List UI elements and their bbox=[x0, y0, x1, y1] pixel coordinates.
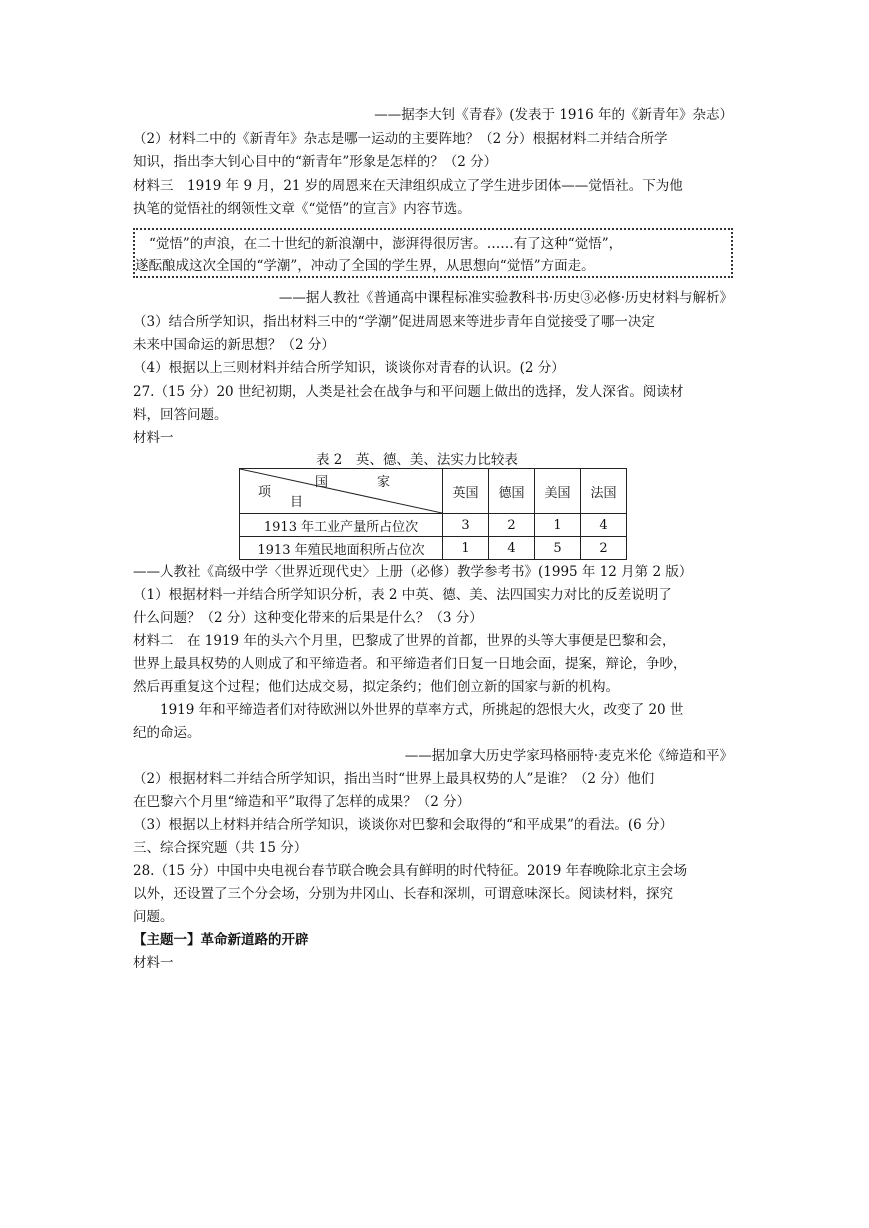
table-row bbox=[240, 514, 627, 537]
corner-row-header-1: 项 bbox=[258, 485, 272, 500]
corner-column-header: 国 家 bbox=[314, 475, 408, 490]
part-1-line-1: （1）根据材料一并结合所学知识分析，表 2 中英、德、美、法四国实力对比的反差说明了 bbox=[133, 587, 672, 603]
quote-box bbox=[133, 228, 733, 278]
question-3-line-1: （3）结合所学知识，指出材料三中的“学潮”促进周恩来等进步青年自觉接受了哪一决定 bbox=[133, 314, 655, 330]
column-header-france: 法国 bbox=[581, 469, 627, 514]
column-header-britain: 英国 bbox=[443, 469, 489, 514]
material-3-line-2: 执笔的觉悟社的纲领性文章《“觉悟”的宣言》内容节选。 bbox=[133, 201, 471, 217]
material-2-line-5: 纪的命运。 bbox=[133, 725, 201, 741]
table-cell: 2 bbox=[489, 514, 535, 537]
material-3-line-1: 材料三 1919 年 9 月，21 岁的周恩来在天津组织成立了学生进步团体——觉悟社。下为他 bbox=[133, 178, 683, 194]
table-title: 表 2 英、德、美、法实力比较表 bbox=[316, 452, 518, 468]
part-2-line-2: 在巴黎六个月里“缔造和平”取得了怎样的成果？（2 分） bbox=[133, 794, 471, 810]
question-3-line-2: 未来中国命运的新思想？（2 分） bbox=[133, 337, 335, 353]
question-28-line-2: 以外，还设置了三个分会场，分别为井冈山、长春和深圳，可谓意味深长。阅读材料，探究 bbox=[133, 886, 673, 902]
table-cell: 4 bbox=[489, 537, 535, 560]
source-citation-3: ——据人教社《普通高中课程标准实验教科书·历史③必修·历史材料与解析》 bbox=[278, 290, 733, 306]
source-citation-2: ——据加拿大历史学家玛格丽特·麦克米伦《缔造和平》 bbox=[404, 748, 733, 764]
material-2-line-1: 材料二 在 1919 年的头六个月里，巴黎成了世界的首都，世界的头等大事便是巴黎和会， bbox=[133, 633, 676, 649]
table-source-citation: ——人教社《高级中学〈世界近现代史〉上册（必修）教学参考书》(1995 年 12 月第 2 版） bbox=[133, 564, 693, 580]
material-2-line-4: 1919 年和平缔造者们对待欧洲以外世界的草率方式，所挑起的怨恨大火，改变了 20 世 bbox=[160, 702, 684, 718]
question-28-line-3: 问题。 bbox=[133, 909, 174, 925]
section-3-heading: 三、综合探究题（共 15 分） bbox=[133, 840, 308, 856]
material-1-label: 材料一 bbox=[133, 430, 174, 446]
theme-1-heading: 【主题一】革命新道路的开辟 bbox=[133, 932, 309, 948]
question-27-line-1: 27.（15 分）20 世纪初期，人类是社会在战争与和平问题上做出的选择，发人深省。阅读材 bbox=[133, 384, 684, 400]
quote-line-2: 遂酝酿成这次全国的“学潮”，冲动了全国的学生界，从思想向“觉悟”方面走。 bbox=[135, 258, 595, 274]
part-1-line-2: 什么问题？（2 分）这种变化带来的后果是什么？（3 分） bbox=[133, 610, 483, 626]
question-27-line-2: 料，回答问题。 bbox=[133, 407, 228, 423]
question-4: （4）根据以上三则材料并结合所学知识，谈谈你对青春的认识。(2 分） bbox=[133, 360, 565, 376]
table-cell: 4 bbox=[581, 514, 627, 537]
source-citation-1: ——据李大钊《青春》(发表于 1916 年的《新青年》杂志） bbox=[374, 107, 733, 123]
table-cell: 1 bbox=[535, 514, 581, 537]
material-1-label-2: 材料一 bbox=[133, 955, 174, 971]
question-2-line-1: （2）材料二中的《新青年》杂志是哪一运动的主要阵地？（2 分）根据材料二并结合所学 bbox=[133, 131, 668, 147]
table-cell: 1 bbox=[443, 537, 489, 560]
comparison-table bbox=[239, 468, 627, 560]
table-cell: 2 bbox=[581, 537, 627, 560]
question-28-line-1: 28.（15 分）中国中央电视台春节联合晚会具有鲜明的时代特征。2019 年春晚除北京主会场 bbox=[133, 863, 688, 879]
corner-row-header-2: 目 bbox=[290, 495, 304, 510]
quote-line-1: “觉悟”的声浪，在二十世纪的新浪潮中，澎湃得很厉害。……有了这种“觉悟”， bbox=[149, 236, 623, 252]
row-label: 1913 年工业产量所占位次 bbox=[240, 514, 443, 537]
column-header-germany: 德国 bbox=[489, 469, 535, 514]
column-header-usa: 美国 bbox=[535, 469, 581, 514]
part-3: （3）根据以上材料并结合所学知识，谈谈你对巴黎和会取得的“和平成果”的看法。(6 分） bbox=[133, 817, 674, 833]
table-row bbox=[240, 537, 627, 560]
question-2-line-2: 知识，指出李大钊心目中的“新青年”形象是怎样的？（2 分） bbox=[133, 154, 498, 170]
table-cell: 3 bbox=[443, 514, 489, 537]
row-label: 1913 年殖民地面积所占位次 bbox=[240, 537, 443, 560]
material-2-line-2: 世界上最具权势的人则成了和平缔造者。和平缔造者们日复一日地会面，提案，辩论，争吵， bbox=[133, 656, 687, 672]
table-corner-cell bbox=[240, 469, 443, 514]
material-2-line-3: 然后再重复这个过程；他们达成交易，拟定条约；他们创立新的国家与新的机构。 bbox=[133, 679, 619, 695]
part-2-line-1: （2）根据材料二并结合所学知识，指出当时“世界上最具权势的人”是谁？（2 分）他们 bbox=[133, 771, 655, 787]
table-cell: 5 bbox=[535, 537, 581, 560]
